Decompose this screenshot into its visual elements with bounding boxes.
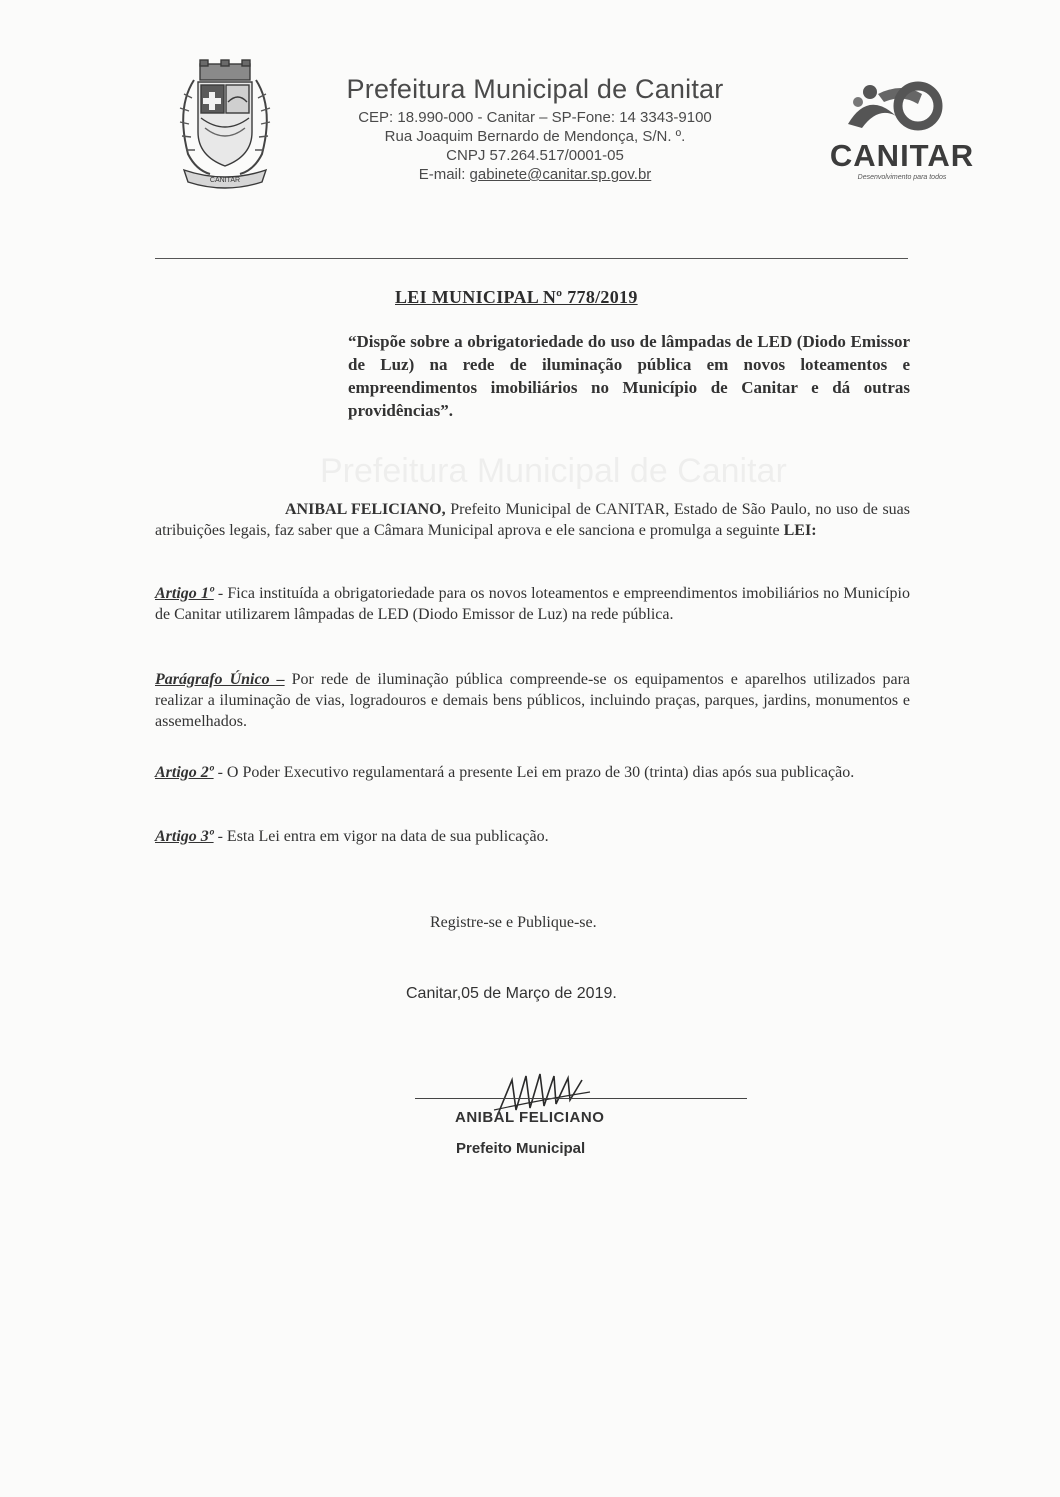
article-text: - O Poder Executivo regulamentará a presente Lei em prazo de 30 (trinta) dias após sua publicação. [213, 764, 855, 781]
preamble-name: ANIBAL FELICIANO, [285, 501, 446, 518]
letterhead-line: Rua Joaquim Bernardo de Mendonça, S/N. º. [384, 128, 686, 145]
closing-formula: Registre-se e Publique-se. [430, 914, 597, 931]
article-1 [155, 583, 910, 625]
svg-text:CANITAR: CANITAR [209, 177, 241, 184]
article-label: Artigo 3º [155, 828, 214, 845]
show-through-text: Prefeitura Municipal de Canitar [320, 452, 787, 490]
law-title: LEI MUNICIPAL Nº 778/2019 [395, 287, 638, 307]
email-address: gabinete@canitar.sp.gov.br [469, 166, 652, 183]
letterhead-line: CEP: 18.990-000 - Canitar – SP-Fone: 14 3343-9100 [358, 109, 712, 126]
article-text: - Esta Lei entra em vigor na data de sua publicação. [213, 828, 549, 845]
letterhead-line: CNPJ 57.264.517/0001-05 [446, 147, 624, 164]
letterhead-email [300, 165, 770, 184]
preamble [155, 499, 910, 541]
municipal-crest-icon [170, 58, 280, 192]
email-label: E-mail: [418, 166, 470, 183]
paragrafo-unico [155, 669, 910, 732]
preamble-text: Prefeito Municipal de CANITAR, Estado de São Paulo, no uso de suas atribuições legais, faz saber que a Câmara Municipal aprova e ele sanciona e promulga a seguinte [155, 501, 910, 539]
logo-tagline: Desenvolvimento para todos [857, 174, 947, 181]
article-label: Artigo 2º [155, 764, 214, 781]
header-divider [155, 258, 908, 259]
article-label: Parágrafo Único – [155, 671, 285, 688]
signature-line [415, 1098, 747, 1099]
article-2 [155, 762, 910, 783]
article-3 [155, 826, 910, 847]
article-text: Por rede de iluminação pública compreende-se os equipamentos e aparelhos utilizados para realizar a iluminação de vias, logradouros e demais bens públicos, incluindo praças, parques, jardins, monumentos e assemelhados. [155, 671, 910, 730]
logo-wordmark: CANITAR [829, 138, 975, 173]
preamble-end: LEI: [783, 522, 817, 539]
letterhead-title: Prefeitura Municipal de Canitar [346, 74, 724, 104]
law-ementa: “Dispõe sobre a obrigatoriedade do uso de lâmpadas de LED (Diodo Emissor de Luz) na rede de iluminação pública em novos loteamentos e empreendimentos imobiliários no Município de Canitar e dá outras providências”. [348, 332, 910, 420]
letterhead [300, 74, 770, 184]
signer-name: ANIBAL FELICIANO [455, 1109, 605, 1126]
article-label: Artigo 1º [155, 585, 214, 602]
article-text: - Fica instituída a obrigatoriedade para os novos loteamentos e empreendimentos imobiliários no Município de Canitar utilizarem lâmpadas de LED (Diodo Emissor de Luz) na rede pública. [155, 585, 910, 623]
date-line: Canitar,05 de Março de 2019. [406, 985, 617, 1002]
signer-title: Prefeito Municipal [456, 1140, 586, 1157]
